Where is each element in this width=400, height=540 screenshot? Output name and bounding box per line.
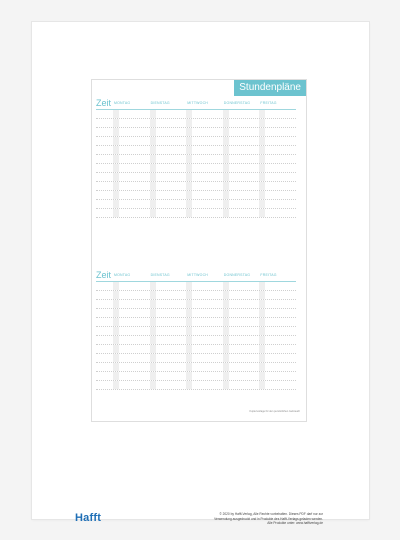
lesson-cell — [259, 119, 296, 127]
lesson-cell — [259, 182, 296, 190]
day-header-monday: MONTAG — [114, 101, 131, 105]
timetable-row — [96, 173, 296, 182]
time-cell — [96, 318, 113, 326]
day-headers — [113, 270, 296, 280]
lesson-cell — [259, 336, 296, 344]
lesson-cell — [150, 200, 187, 208]
timetable-row — [96, 300, 296, 309]
lesson-cell — [223, 164, 260, 172]
lesson-cell — [186, 155, 223, 163]
timetable-row — [96, 318, 296, 327]
timetable-grid — [96, 281, 296, 390]
lesson-cell — [150, 191, 187, 199]
lesson-cell — [223, 119, 260, 127]
lesson-cell — [186, 282, 223, 290]
lesson-cell — [223, 155, 260, 163]
lesson-cell — [186, 110, 223, 118]
timetable-row — [96, 164, 296, 173]
lesson-cell — [113, 146, 150, 154]
day-header-thursday: DONNERSTAG — [223, 101, 251, 105]
day-header-friday: FREITAG — [260, 273, 277, 277]
timetable-row — [96, 363, 296, 372]
lesson-cell — [259, 372, 296, 380]
timetable-row — [96, 200, 296, 209]
lesson-cell — [223, 128, 260, 136]
time-cell — [96, 110, 113, 118]
lesson-cell — [186, 300, 223, 308]
time-cell — [96, 309, 113, 317]
lesson-cell — [150, 381, 187, 389]
lesson-cell — [113, 110, 150, 118]
lesson-cell — [223, 200, 260, 208]
lesson-cell — [223, 381, 260, 389]
timetable-row — [96, 137, 296, 146]
lesson-cell — [259, 327, 296, 335]
lesson-cell — [186, 191, 223, 199]
lesson-cell — [223, 372, 260, 380]
day-header-tuesday: DIENSTAG — [150, 101, 170, 105]
lesson-cell — [150, 363, 187, 371]
lesson-cell — [113, 300, 150, 308]
timetable-card — [91, 79, 307, 422]
lesson-cell — [259, 291, 296, 299]
lesson-cell — [186, 146, 223, 154]
timetable-row — [96, 155, 296, 164]
time-cell — [96, 327, 113, 335]
lesson-cell — [113, 137, 150, 145]
lesson-cell — [150, 372, 187, 380]
lesson-cell — [223, 309, 260, 317]
lesson-cell — [113, 282, 150, 290]
lesson-cell — [150, 155, 187, 163]
lesson-cell — [223, 300, 260, 308]
lesson-cell — [113, 327, 150, 335]
lesson-cell — [186, 345, 223, 353]
lesson-cell — [259, 191, 296, 199]
time-cell — [96, 300, 113, 308]
lesson-cell — [113, 372, 150, 380]
lesson-cell — [259, 300, 296, 308]
time-cell — [96, 345, 113, 353]
lesson-cell — [150, 291, 187, 299]
lesson-cell — [259, 164, 296, 172]
lesson-cell — [150, 128, 187, 136]
day-header-tuesday: DIENSTAG — [150, 273, 170, 277]
timetable-row — [96, 354, 296, 363]
timetable-header — [96, 98, 296, 108]
day-header-wednesday: MITTWOCH — [187, 273, 209, 277]
lesson-cell — [186, 363, 223, 371]
lesson-cell — [223, 327, 260, 335]
timetable-row — [96, 327, 296, 336]
timetable-2 — [96, 270, 296, 390]
lesson-cell — [223, 191, 260, 199]
lesson-cell — [150, 137, 187, 145]
time-cell — [96, 137, 113, 145]
lesson-cell — [259, 209, 296, 217]
lesson-cell — [186, 182, 223, 190]
time-cell — [96, 119, 113, 127]
lesson-cell — [223, 137, 260, 145]
time-cell — [96, 146, 113, 154]
timetable-row — [96, 372, 296, 381]
lesson-cell — [113, 164, 150, 172]
lesson-cell — [186, 164, 223, 172]
timetable-row — [96, 381, 296, 390]
lesson-cell — [113, 309, 150, 317]
lesson-cell — [113, 291, 150, 299]
lesson-cell — [186, 336, 223, 344]
lesson-cell — [150, 309, 187, 317]
lesson-cell — [259, 200, 296, 208]
zeit-label: Zeit — [96, 270, 112, 280]
lesson-cell — [259, 345, 296, 353]
timetable-row — [96, 191, 296, 200]
timetable-row — [96, 119, 296, 128]
timetable-row — [96, 282, 296, 291]
day-header-wednesday: MITTWOCH — [187, 101, 209, 105]
time-cell — [96, 164, 113, 172]
hafft-logo: Hafft — [75, 512, 102, 524]
timetable-row — [96, 345, 296, 354]
lesson-cell — [223, 282, 260, 290]
lesson-cell — [223, 318, 260, 326]
lesson-cell — [113, 345, 150, 353]
copyright-line: Verwendung ausgedruckt und in Produkte des Hafft-Verlags geladen werden. — [214, 516, 323, 521]
lesson-cell — [259, 155, 296, 163]
copyright-notice — [203, 512, 323, 526]
time-cell — [96, 128, 113, 136]
lesson-cell — [259, 137, 296, 145]
lesson-cell — [150, 209, 187, 217]
copyright-line: Alle Produkte unter: www.hafftverlag.de — [267, 521, 323, 526]
lesson-cell — [150, 182, 187, 190]
lesson-cell — [186, 327, 223, 335]
lesson-cell — [223, 363, 260, 371]
lesson-cell — [223, 291, 260, 299]
zeit-label: Zeit — [96, 98, 112, 108]
lesson-cell — [223, 209, 260, 217]
lesson-cell — [186, 209, 223, 217]
lesson-cell — [113, 119, 150, 127]
lesson-cell — [113, 182, 150, 190]
lesson-cell — [150, 318, 187, 326]
time-cell — [96, 363, 113, 371]
lesson-cell — [150, 282, 187, 290]
time-cell — [96, 336, 113, 344]
lesson-cell — [259, 128, 296, 136]
lesson-cell — [113, 128, 150, 136]
lesson-cell — [113, 336, 150, 344]
timetable-row — [96, 110, 296, 119]
time-cell — [96, 191, 113, 199]
lesson-cell — [186, 119, 223, 127]
day-header-monday: MONTAG — [114, 273, 131, 277]
lesson-cell — [223, 146, 260, 154]
lesson-cell — [113, 173, 150, 181]
lesson-cell — [113, 363, 150, 371]
lesson-cell — [186, 309, 223, 317]
lesson-cell — [259, 110, 296, 118]
timetable-row — [96, 182, 296, 191]
lesson-cell — [150, 173, 187, 181]
footer-note: Kopiervorlage für den persönlichen Gebrauch — [249, 410, 300, 413]
lesson-cell — [259, 354, 296, 362]
timetable-1 — [96, 98, 296, 218]
lesson-cell — [186, 137, 223, 145]
lesson-cell — [150, 327, 187, 335]
timetable-row — [96, 309, 296, 318]
page-title: Stundenpläne — [234, 80, 306, 96]
lesson-cell — [259, 363, 296, 371]
time-cell — [96, 282, 113, 290]
lesson-cell — [150, 110, 187, 118]
lesson-cell — [223, 336, 260, 344]
lesson-cell — [113, 381, 150, 389]
lesson-cell — [223, 110, 260, 118]
day-header-thursday: DONNERSTAG — [223, 273, 251, 277]
lesson-cell — [150, 300, 187, 308]
lesson-cell — [259, 146, 296, 154]
lesson-cell — [113, 191, 150, 199]
lesson-cell — [223, 354, 260, 362]
lesson-cell — [259, 381, 296, 389]
lesson-cell — [186, 128, 223, 136]
lesson-cell — [113, 155, 150, 163]
document-page — [32, 22, 369, 526]
day-header-friday: FREITAG — [260, 101, 277, 105]
timetable-row — [96, 336, 296, 345]
time-cell — [96, 372, 113, 380]
timetable-row — [96, 146, 296, 155]
time-cell — [96, 173, 113, 181]
lesson-cell — [186, 173, 223, 181]
lesson-cell — [150, 345, 187, 353]
lesson-cell — [186, 372, 223, 380]
lesson-cell — [113, 354, 150, 362]
lesson-cell — [259, 309, 296, 317]
timetable-row — [96, 128, 296, 137]
timetable-grid — [96, 109, 296, 218]
time-cell — [96, 200, 113, 208]
day-headers — [113, 98, 296, 108]
lesson-cell — [150, 336, 187, 344]
lesson-cell — [259, 173, 296, 181]
lesson-cell — [113, 318, 150, 326]
time-cell — [96, 291, 113, 299]
lesson-cell — [259, 282, 296, 290]
lesson-cell — [186, 200, 223, 208]
time-cell — [96, 381, 113, 389]
lesson-cell — [186, 354, 223, 362]
lesson-cell — [150, 164, 187, 172]
lesson-cell — [113, 200, 150, 208]
lesson-cell — [186, 291, 223, 299]
lesson-cell — [186, 318, 223, 326]
timetable-row — [96, 209, 296, 218]
lesson-cell — [223, 182, 260, 190]
time-cell — [96, 155, 113, 163]
lesson-cell — [113, 209, 150, 217]
lesson-cell — [223, 173, 260, 181]
copyright-line: © 2020 by Hafft-Verlag, Alle Rechte vorbehalten. Dieses PDF darf nur zur — [219, 512, 323, 516]
lesson-cell — [259, 318, 296, 326]
timetable-row — [96, 291, 296, 300]
lesson-cell — [186, 381, 223, 389]
time-cell — [96, 354, 113, 362]
lesson-cell — [223, 345, 260, 353]
lesson-cell — [150, 119, 187, 127]
lesson-cell — [150, 146, 187, 154]
lesson-cell — [150, 354, 187, 362]
time-cell — [96, 209, 113, 217]
timetable-header — [96, 270, 296, 280]
time-cell — [96, 182, 113, 190]
